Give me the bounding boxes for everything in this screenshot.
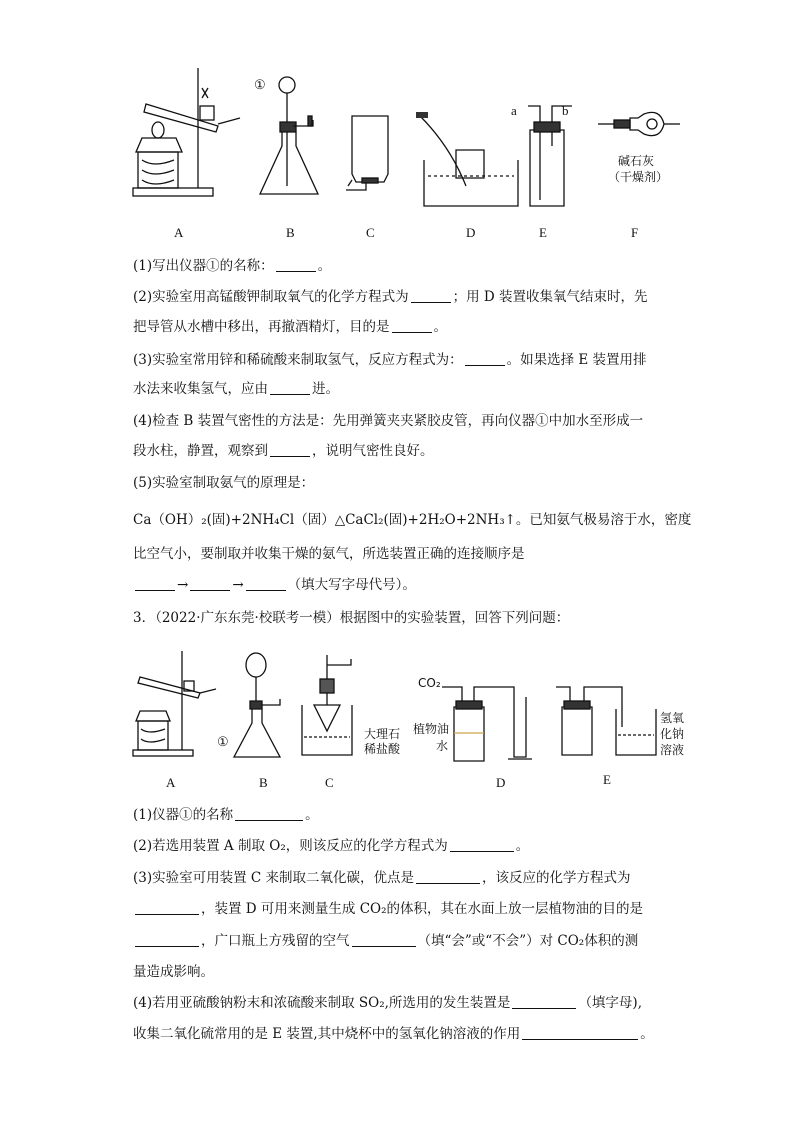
figure-label-f: F — [631, 225, 639, 240]
answer-blank[interactable] — [135, 932, 199, 947]
figure-label-a: A — [174, 225, 184, 240]
figure2-label-e: E — [603, 772, 611, 787]
co2-label: CO₂ — [418, 676, 441, 690]
figure-1-drawing — [128, 60, 688, 220]
answer-blank[interactable] — [465, 351, 505, 366]
q3-part2: (2)若选用装置 A 制取 O₂，则该反应的化学方程式为 。 — [133, 838, 530, 854]
q2-part2-line2: 把导管从水槽中移出，再撤酒精灯，目的是 。 — [133, 319, 447, 335]
apparatus-a-drawing — [133, 68, 240, 196]
figure-1-apparatus — [128, 60, 688, 220]
q2-part5-line1: (5)实验室制取氨气的原理是： — [133, 475, 315, 491]
answer-blank[interactable] — [135, 900, 199, 915]
q2-part4-line2: 段水柱，静置，观察到 ，说明气密性良好。 — [133, 443, 434, 459]
marker-circled-1: ① — [254, 77, 266, 92]
figure-label-b: B — [286, 225, 295, 240]
apparatus-d-drawing — [442, 687, 532, 761]
q2-part5-line3: 比空气小，要制取并收集干燥的氨气，所选装置正确的连接顺序是 — [133, 546, 525, 562]
apparatus-b-drawing — [260, 77, 318, 194]
answer-blank[interactable] — [235, 806, 303, 821]
q2-part1: (1)写出仪器①的名称： 。 — [133, 258, 332, 274]
apparatus-c-drawing — [346, 116, 388, 190]
apparatus-d-drawing — [416, 112, 518, 206]
apparatus-e-drawing — [556, 687, 656, 755]
answer-blank[interactable] — [135, 576, 175, 591]
q2-part5-line4: → → （填大写字母代号）。 — [133, 576, 416, 594]
q2-part5-equation: Ca（OH）₂(固)+2NH₄Cl（固）△CaCl₂(固)+2H₂O+2NH₃↑。已知氨气极易溶于水，密度 — [133, 512, 692, 528]
apparatus-f-drawing — [598, 112, 680, 135]
answer-blank[interactable] — [352, 932, 416, 947]
q3-part3-line3: ，广口瓶上方残留的空气 （填“会”或“不会”）对 CO₂体积的测 — [133, 932, 638, 950]
tube-label-b: b — [562, 103, 569, 118]
marble-label: 大理石 — [364, 727, 401, 741]
answer-blank[interactable] — [416, 869, 480, 884]
apparatus-e-drawing — [528, 106, 572, 206]
q2-part3-line1: (3)实验室常用锌和稀硫酸来制取氢气，反应方程式为： 。如果选择 E 装置用排 — [133, 352, 647, 368]
answer-blank[interactable] — [270, 442, 310, 457]
tube-label-a: a — [511, 103, 517, 118]
naoh-label-1: 氢氧 — [660, 711, 685, 725]
q3-part3-line2: ，装置 D 可用来测量生成 CO₂的体积，其在水面上放一层植物油的目的是 — [133, 900, 643, 918]
desiccant-label: 碱石灰 — [618, 154, 655, 168]
figure2-label-a: A — [166, 775, 176, 790]
q2-part3-line2: 水法来收集氢气，应由 进。 — [133, 381, 339, 397]
answer-blank[interactable] — [512, 994, 576, 1009]
q2-part4-line1: (4)检查 B 装置气密性的方法是：先用弹簧夹夹紧胶皮管，再向仪器①中加水至形成一 — [133, 413, 644, 429]
oil-label: 植物油 — [413, 722, 450, 736]
answer-blank[interactable] — [392, 318, 432, 333]
desiccant-sublabel: （干燥剂） — [608, 170, 669, 184]
figure2-label-d: D — [496, 775, 506, 790]
marker-circled-1: ① — [217, 734, 229, 749]
figure-2-drawing — [128, 645, 698, 770]
q3-part3-line1: (3)实验室可用装置 C 来制取二氧化碳，优点是 ，该反应的化学方程式为 — [133, 870, 631, 886]
figure-2-apparatus — [128, 645, 698, 770]
figure-label-e: E — [539, 225, 547, 240]
q3-part4-line1: (4)若用亚硫酸钠粉末和浓硫酸来制取 SO₂,所选用的发生装置是 （填字母), — [133, 995, 642, 1011]
answer-blank[interactable] — [246, 576, 286, 591]
q3-part1: (1)仪器①的名称 。 — [133, 807, 319, 823]
answer-blank[interactable] — [522, 1025, 638, 1040]
apparatus-b-drawing — [234, 653, 280, 757]
q3-part4-line2: 收集二氧化硫常用的是 E 装置,其中烧杯中的氢氧化钠溶液的作用 。 — [133, 1026, 654, 1042]
answer-blank[interactable] — [276, 257, 316, 272]
figure2-label-c: C — [325, 775, 334, 790]
figure-label-c: C — [366, 225, 375, 240]
figure2-label-b: B — [259, 775, 268, 790]
apparatus-a-drawing — [133, 651, 216, 756]
figure-label-d: D — [466, 225, 476, 240]
q3-header: 3．（2022·广东东莞·校联考一模）根据图中的实验装置，回答下列问题： — [133, 610, 570, 626]
q3-part3-line4: 量造成影响。 — [133, 964, 214, 980]
answer-blank[interactable] — [450, 837, 514, 852]
naoh-label-3: 溶液 — [660, 743, 685, 757]
answer-blank[interactable] — [190, 576, 230, 591]
q2-part2-line1: (2)实验室用高锰酸钾制取氧气的化学方程式为 ；用 D 装置收集氧气结束时，先 — [133, 289, 648, 305]
acid-label: 稀盐酸 — [364, 742, 401, 756]
naoh-label-2: 化钠 — [660, 727, 685, 741]
answer-blank[interactable] — [411, 288, 451, 303]
water-label: 水 — [436, 739, 449, 753]
apparatus-c-drawing — [302, 655, 352, 755]
answer-blank[interactable] — [270, 380, 310, 395]
